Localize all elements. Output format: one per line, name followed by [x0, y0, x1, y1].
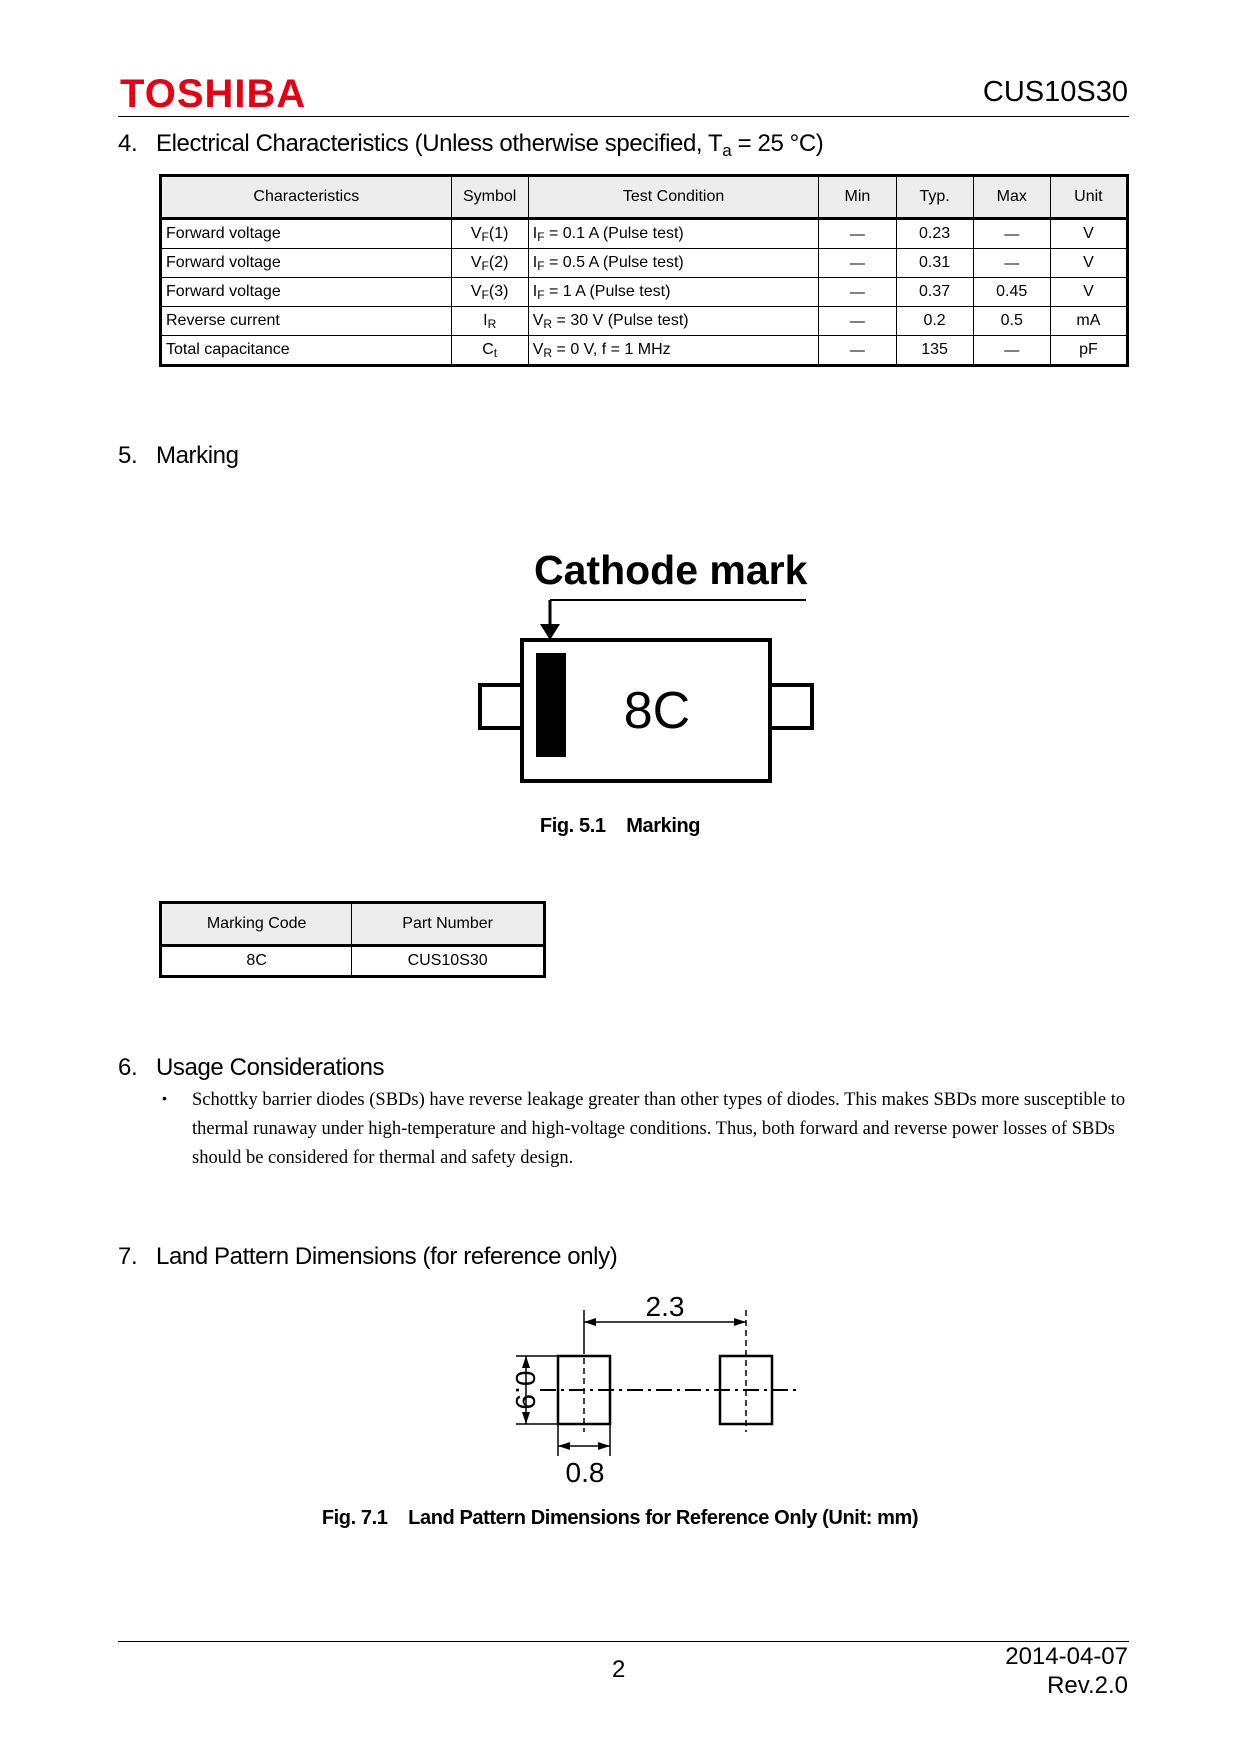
- table-row: Total capacitance $C_t$ $V_R = 0$ V, f = 1 MHz — 135 — pF: [161, 336, 1128, 366]
- section4-heading: 4. Electrical Characteristics (Unless otherwise specified, $T_a = 25$ °C): [118, 130, 824, 160]
- fig-5-1-caption: Fig. 5.1 Marking: [539, 815, 701, 837]
- marking-diagram: [470, 540, 830, 790]
- footer-date-revision: [1005, 1642, 1128, 1700]
- height-arrow-bottom: [522, 1412, 530, 1424]
- height-arrow-top: [522, 1356, 530, 1368]
- fig-7-1-caption: Fig. 7.1 Land Pattern Dimensions for Reference Only (Unit: mm): [321, 1507, 919, 1529]
- col-typ: Typ.: [896, 176, 973, 219]
- cathode-band: [536, 653, 566, 757]
- pitch-arrow-right: [734, 1318, 746, 1326]
- pitch-arrow-left: [584, 1318, 596, 1326]
- page-number: 2: [612, 1656, 626, 1683]
- pitch-dimension-label: 2.3: [645, 1291, 685, 1322]
- section6-heading: 6. Usage Considerations: [118, 1054, 385, 1081]
- header-rule: [118, 116, 1129, 117]
- table-row: Reverse current $I_R$ $V_R = 30$ V (Pulse test) — 0.2 0.5 mA: [161, 307, 1128, 336]
- cathode-arrow-head: [540, 624, 560, 640]
- table-row: Forward voltage $V_F(2)$ $I_F = 0.5$ A (Pulse test) — 0.31 — V: [161, 249, 1128, 278]
- toshiba-logo: TOSHIBA: [120, 72, 307, 116]
- col-max: Max: [973, 176, 1050, 219]
- footer-date: 2014-04-07: [1005, 1643, 1128, 1670]
- col-symbol: Symbol: [451, 176, 528, 219]
- right-lead: [770, 685, 812, 728]
- cathode-mark-label: Cathode mark: [534, 547, 808, 593]
- usage-bullet: •: [162, 1090, 167, 1106]
- table-row: Forward voltage $V_F(3)$ $I_F = 1$ A (Pulse test) — 0.37 0.45 V: [161, 278, 1128, 307]
- height-dimension-label: 0.9: [510, 1370, 541, 1410]
- header-part-number: CUS10S30: [982, 76, 1128, 108]
- section5-heading: 5. Marking: [118, 442, 239, 469]
- col-marking-code: Marking Code: [161, 903, 352, 946]
- marking-code-table: [159, 901, 546, 978]
- footer-rule: [118, 1641, 1129, 1642]
- table-header-row: [161, 176, 1128, 219]
- marking-code-text: 8C: [623, 682, 691, 740]
- section7-heading: 7. Land Pattern Dimensions (for reference only): [118, 1243, 618, 1270]
- electrical-characteristics-table: [159, 174, 1129, 367]
- footer-revision: Rev.2.0: [1047, 1672, 1128, 1699]
- col-test-condition: Test Condition: [528, 176, 819, 219]
- usage-text: Schottky barrier diodes (SBDs) have reverse leakage greater than other types of diodes. This makes SBDs more susceptible to thermal runaway under high-temperature and high-voltage conditions. Thus, both forward and reverse power losses of SBDs should be considered for thermal and safety design.: [192, 1090, 1126, 1168]
- width-arrow-right: [598, 1442, 610, 1450]
- left-lead: [480, 685, 522, 728]
- width-dimension-label: 0.8: [565, 1457, 605, 1488]
- table-row: 8C CUS10S30: [161, 946, 545, 977]
- width-arrow-left: [558, 1442, 570, 1450]
- table-row: Forward voltage $V_F(1)$ $I_F = 0.1$ A (Pulse test) — 0.23 — V: [161, 219, 1128, 249]
- col-min: Min: [819, 176, 896, 219]
- land-pattern-diagram: [480, 1290, 810, 1490]
- col-unit: Unit: [1050, 176, 1127, 219]
- col-characteristics: Characteristics: [161, 176, 452, 219]
- col-part-number: Part Number: [352, 903, 545, 946]
